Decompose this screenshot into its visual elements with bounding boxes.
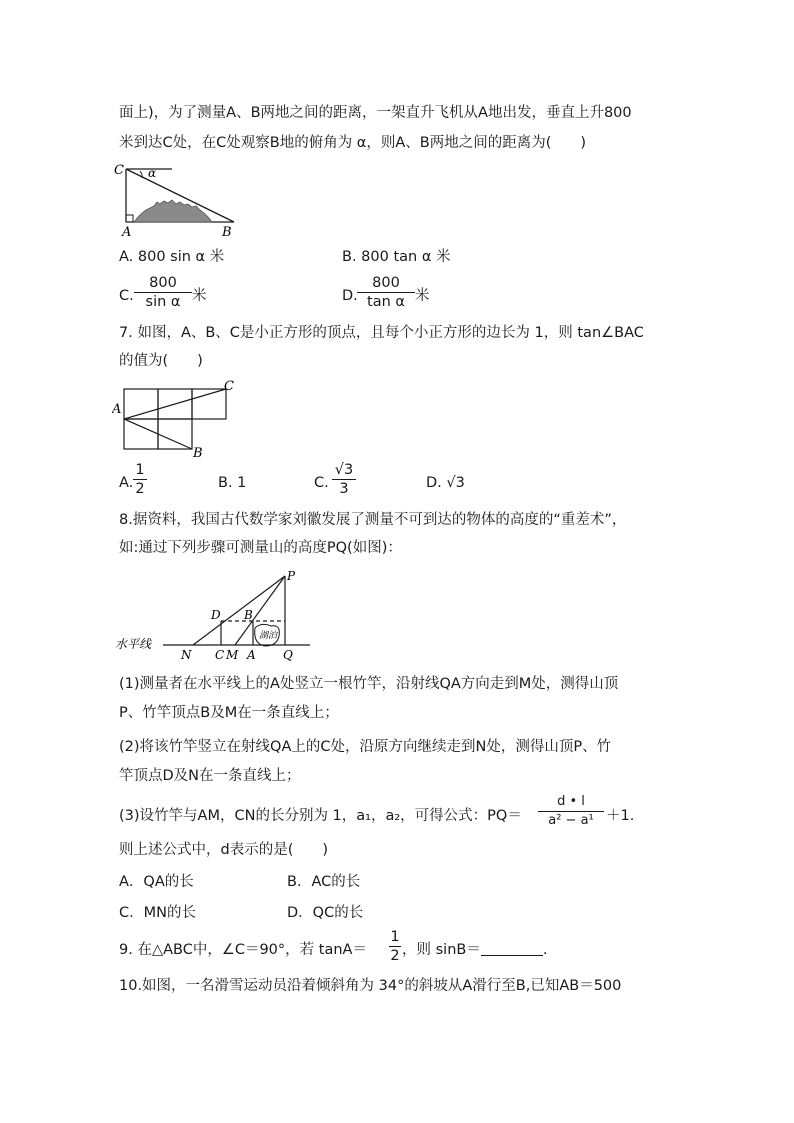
q7-figure [112, 375, 242, 460]
q8-label-n: N [181, 648, 192, 662]
q8-label-p: P [287, 569, 296, 583]
q6-option-d-fraction [357, 274, 415, 311]
q7-label-c: C [224, 379, 234, 394]
q7-option-c-fraction [332, 461, 356, 498]
q8-formula-fraction [538, 793, 604, 830]
q7-option-c-prefix: C. [314, 475, 329, 491]
q9-text-end [402, 940, 547, 960]
q6-option-d-unit: 米 [415, 288, 430, 304]
q8-label-d: D [211, 608, 221, 622]
q8-step2-line2: 竿顶点D及N在一条直线上； [119, 768, 301, 784]
q9-fraction [389, 928, 401, 965]
q8-label-m: M [226, 648, 239, 662]
q6-option-d-prefix: D. [342, 288, 358, 304]
q6-option-c-prefix: C. [119, 288, 134, 304]
q6-figure [112, 160, 242, 240]
q8-formula-num: d • l [557, 794, 585, 809]
q6-option-b: B. 800 tan α 米 [342, 249, 451, 265]
q6-label-a: A [122, 225, 132, 240]
q7-option-d: D. √3 [426, 475, 465, 491]
q6-option-a: A. 800 sin α 米 [119, 249, 225, 265]
q6-label-b: B [222, 225, 232, 240]
q7-option-c-den: 3 [339, 481, 349, 497]
q9-text-start: 9. 在△ABC中，∠C＝90°，若 tanA＝ [119, 942, 367, 958]
q9-text-mid: ，则 sinB＝ [402, 942, 481, 958]
q7-option-a-den: 2 [135, 481, 145, 497]
q10-text-line1: 10.如图，一名滑雪运动员沿着倾斜角为 34°的斜坡从A滑行至B,已知AB＝500 [119, 978, 622, 994]
q9-answer-blank[interactable] [481, 955, 543, 956]
q8-step1-line2: P、竹竿顶点B及M在一条直线上； [119, 705, 339, 721]
q8-step3: (3)设竹竿与AM，CN的长分别为 1，a₁，a₂，可得公式：PQ＝ [119, 808, 522, 824]
q8-text-line1: 8.据资料，我国古代数学家刘徽发展了测量不可到达的物体的高度的“重差术”， [119, 512, 627, 528]
q9-num: 1 [390, 929, 400, 945]
q6-option-c-fraction [134, 274, 192, 311]
q7-text-line2: 的值为( ) [119, 353, 203, 369]
q7-option-a-fraction [133, 461, 147, 498]
q8-step2-line1: (2)将该竹竿竖立在射线QA上的C处，沿原方向继续走到N处，测得山顶P、竹 [119, 739, 612, 755]
q8-formula-tail: ＋1. [606, 808, 635, 824]
q6-label-c: C [114, 163, 124, 178]
q8-label-lake: 湖泊 [259, 631, 278, 641]
q8-option-b: B．AC的长 [287, 874, 361, 890]
q8-question: 则上述公式中，d表示的是( ) [119, 842, 329, 858]
q8-figure [115, 566, 315, 662]
q8-label-a: A [247, 648, 256, 662]
q7-option-b: B. 1 [218, 475, 247, 491]
q9-den: 2 [390, 948, 400, 964]
q7-option-a-num: 1 [135, 462, 145, 478]
q6-option-c-den: sin α [145, 294, 181, 310]
q8-label-horizon: 水平线 [115, 637, 152, 651]
q6-option-c-num: 800 [149, 275, 177, 291]
q9-period: . [542, 942, 548, 958]
q6-option-c-unit: 米 [192, 288, 207, 304]
q8-step1-line1: (1)测量者在水平线上的A处竖立一根竹竿，沿射线QA方向走到M处，测得山顶 [119, 676, 619, 692]
q8-option-c: C．MN的长 [119, 905, 196, 921]
q6-text-line2: 米到达C处，在C处观察B地的俯角为 α，则A、B两地之间的距离为( ) [119, 135, 587, 151]
q7-label-a: A [112, 402, 122, 417]
q6-label-alpha: α [148, 166, 157, 180]
q8-text-line2: 如:通过下列步骤可测量山的高度PQ(如图)： [119, 540, 402, 556]
q8-label-q: Q [283, 648, 293, 662]
q8-option-a: A．QA的长 [119, 874, 194, 890]
q8-label-b: B [244, 608, 253, 622]
q7-label-b: B [193, 446, 203, 460]
q8-option-d: D．QC的长 [287, 905, 364, 921]
q6-option-d-den: tan α [367, 294, 405, 310]
q6-option-d-num: 800 [372, 275, 400, 291]
q6-text-line1: 面上)，为了测量A、B两地之间的距离，一架直升飞机从A地出发，垂直上升800 [119, 105, 632, 121]
q8-formula-den: a² − a¹ [548, 813, 594, 828]
q7-option-a-prefix: A. [119, 475, 134, 491]
q7-option-c-num: √3 [334, 462, 354, 478]
q7-text-line1: 7. 如图，A、B、C是小正方形的顶点，且每个小正方形的边长为 1，则 tan∠BAC [119, 325, 644, 341]
q8-label-c: C [215, 648, 225, 662]
